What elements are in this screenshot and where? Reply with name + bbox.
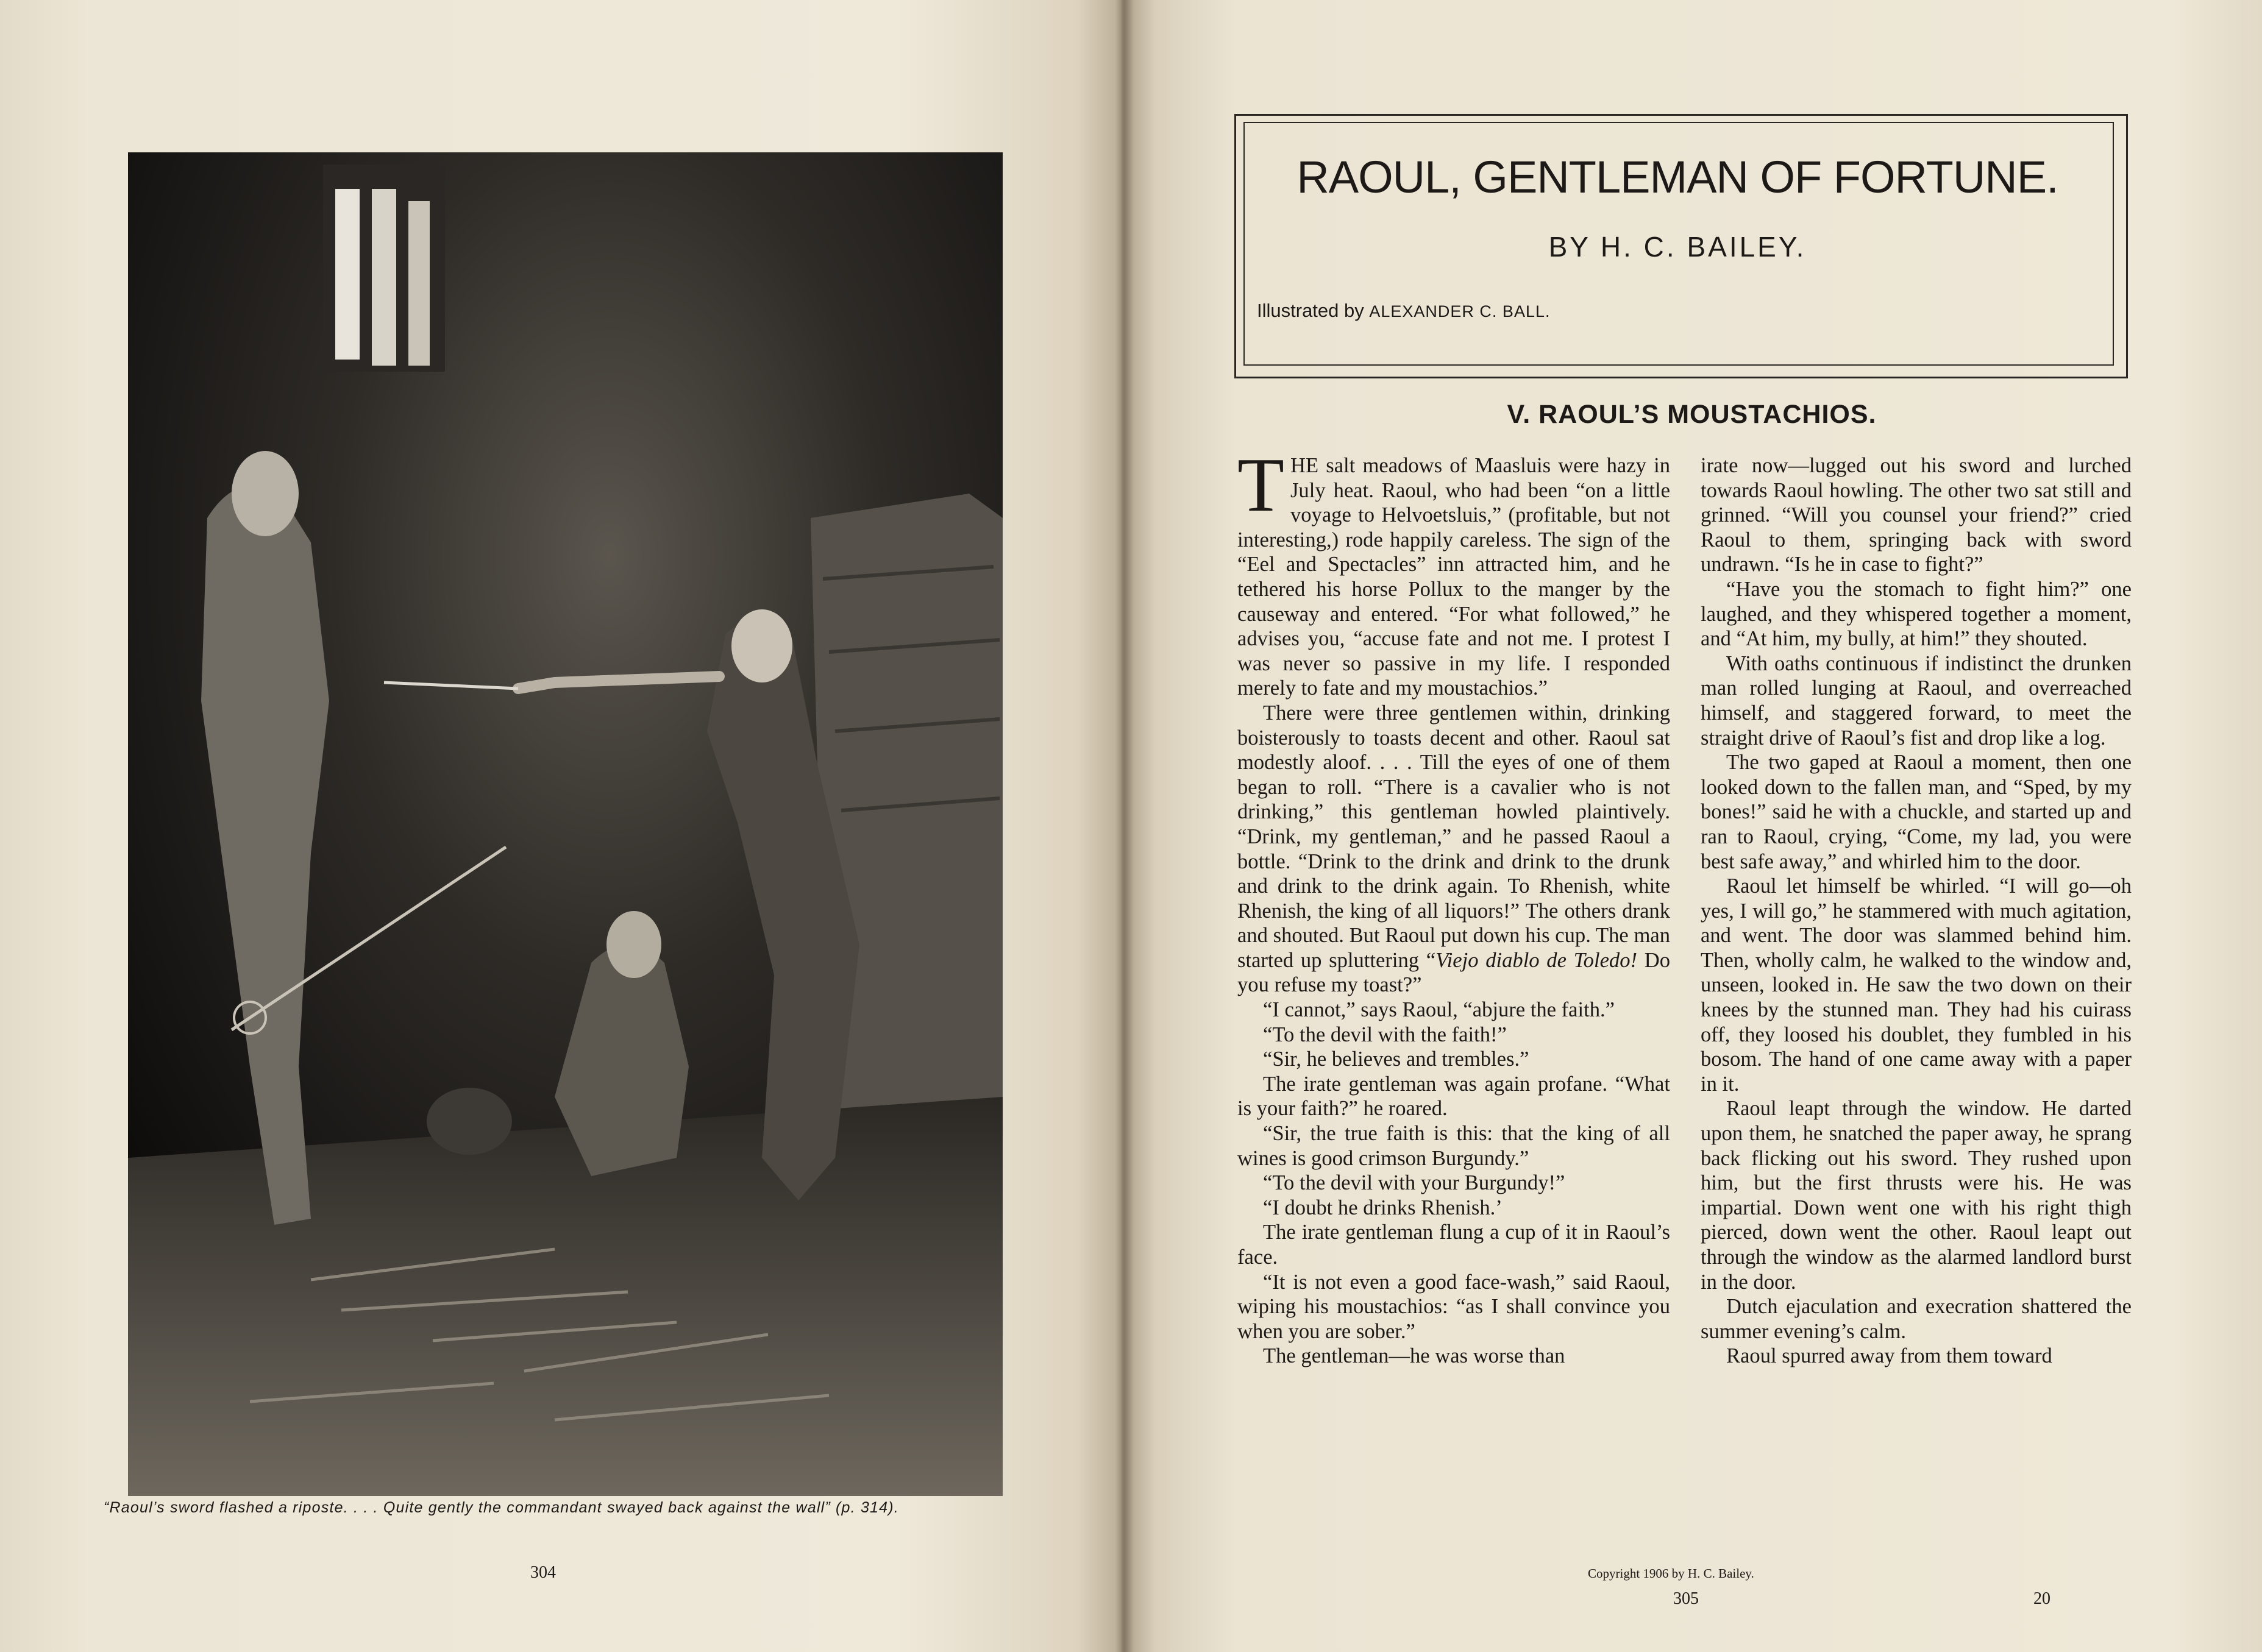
paragraph-text: There were three gentlemen within, drinking boisterously to toasts decent and other. Raoul sat modestly aloof. . . . Till the eyes of one of them began to roll. “There is a cavalier who is not drinking,” this gentleman howled plaintively. “Drink, my gentleman,” and he passed Raoul a bottle. “Drink to the drink and drink to the drunk and drink to the drink again. To Rhenish, white Rhenish, the king of all liquors!” The others drank and shouted. But Raoul put down his cup. The man started up spluttering “: [1237, 701, 1670, 972]
paragraph: “It is not even a good face-wash,” said Raoul, wiping his moustachios: “as I shall convince you when you are sober.”: [1237, 1270, 1670, 1343]
paragraph: [1237, 443, 1670, 701]
illustrated-by-label: Illustrated by: [1257, 300, 1370, 321]
dungeon-sword-fight-illustration: [128, 152, 1003, 1496]
paragraph: “I doubt he drinks Rhenish.’: [1263, 1196, 1503, 1219]
paragraph-text: HE salt meadows of Maasluis were hazy in July heat. Raoul, who had been “on a little voyage to Helvoetsluis,” (profitable, but not interesting,) rode happily careless. The sign of the “Eel and Spectacles” inn attracted him, and he tethered his horse Pollux to the manger by the causeway and entered. “For what followed,” he advises you, “accuse fate and not me. I protest I was never so passive in my life. I responded merely to fate and my moustachios.”: [1237, 454, 1670, 700]
signature-mark: 20: [2033, 1589, 2050, 1608]
paragraph: “To the devil with the faith!”: [1263, 1023, 1507, 1046]
paragraph: “Sir, the true faith is this: that the king of all wines is good crimson Burgundy.”: [1237, 1122, 1670, 1170]
paragraph: “Sir, he believes and trembles.”: [1263, 1048, 1529, 1071]
paragraph: The gentleman—he was worse than: [1263, 1344, 1565, 1368]
page-number-right: 305: [1673, 1589, 1699, 1608]
paragraph: The irate gentleman flung a cup of it in Raoul’s face.: [1237, 1221, 1670, 1269]
paragraph: Raoul leapt through the window. He darted upon them, he snatched the paper away, he sprang back flicking out his sword. They rushed upon him, but the first thrusts were his. He was impartial. Down went one with his right thigh pierced, down went the other. Raoul leapt out through the window as the alarmed landlord burst in the door.: [1701, 1097, 2132, 1294]
page-number-left: 304: [530, 1563, 556, 1582]
paragraph: Raoul let himself be whirled. “I will go—oh yes, I will go,” he stammered with much agitation, and went. The door was slammed behind him. Then, wholly calm, he walked to the window and, unseen, looked in. He saw the two down on their knees by the stunned man. They had his cuirass off, they loosed his doublet, they fumbled in his bosom. The hand of one came away with a paper in it.: [1701, 874, 2132, 1096]
paragraph: “I cannot,” says Raoul, “abjure the faith.”: [1263, 998, 1615, 1022]
story-title: RAOUL, GENTLEMAN OF FORTUNE.: [1296, 152, 2058, 202]
illustration-plate: [128, 152, 1003, 1496]
paragraph: [1237, 701, 1670, 998]
drop-cap: T: [1237, 443, 1284, 528]
text-column-1: [1237, 443, 1670, 1369]
paragraph-text: Do you refuse my toast?”: [1237, 948, 1670, 997]
paragraph: The irate gentleman was again profane. “What is your faith?” he roared.: [1237, 1072, 1670, 1121]
copyright-line: Copyright 1906 by H. C. Bailey.: [1588, 1566, 1754, 1581]
paragraph: Raoul spurred away from them toward: [1726, 1344, 2052, 1368]
left-page: [0, 0, 1122, 1652]
paragraph: The two gaped at Raoul a moment, then one looked down to the fallen man, and “Sped, by my bones!” said he with a chuckle, and started up and ran to Raoul, crying, “Come, my lad, you were best safe away,” and whirled him to the door.: [1701, 751, 2132, 873]
paragraph: With oaths continuous if indistinct the drunken man rolled lunging at Raoul, and overreached himself, and staggered forward, to meet the straight drive of Raoul’s fist and drop like a log.: [1701, 651, 2132, 750]
gutter: [1115, 0, 1134, 1652]
illustration-caption: “Raoul’s sword flashed a riposte. . . . Quite gently the commandant swayed back against the wall” (p. 314).: [104, 1499, 899, 1516]
text-column-2: [1701, 453, 2132, 1369]
paragraph: Dutch ejaculation and execration shattered the summer evening’s calm.: [1701, 1295, 2132, 1343]
chapter-heading: V. RAOUL’S MOUSTACHIOS.: [1507, 400, 1877, 429]
byline: BY H. C. BAILEY.: [1548, 231, 1807, 263]
paragraph: “To the devil with your Burgundy!”: [1263, 1171, 1565, 1195]
paragraph: “Have you the stomach to fight him?” one laughed, and they whispered together a moment, and “At him, my bully, at him!” they shouted.: [1701, 577, 2132, 651]
illustrator-name: ALEXANDER C. BALL.: [1369, 302, 1551, 321]
illustrator-credit: [1257, 300, 1551, 322]
paragraph: irate now—lugged out his sword and lurched towards Raoul howling. The other two sat still and grinned. “Will you counsel your friend?” cried Raoul to them, springing back with sword undrawn. “Is he in case to fight?”: [1701, 454, 2132, 576]
italic-phrase: Viejo diablo de Toledo!: [1435, 948, 1638, 972]
